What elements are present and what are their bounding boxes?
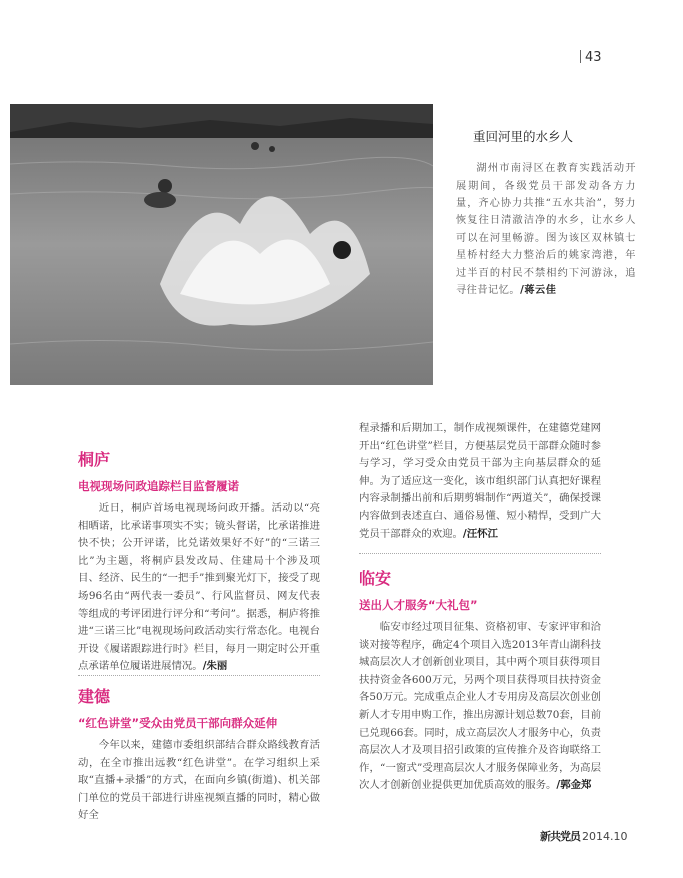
photo-illustration bbox=[10, 104, 433, 385]
caption-byline: /蒋云佳 bbox=[520, 285, 557, 297]
article-body-part2 bbox=[359, 420, 601, 543]
page-number bbox=[580, 50, 602, 65]
section-title: 建德 bbox=[78, 687, 111, 706]
caption-body: 湖州市南浔区在教育实践活动开展期间，各级党员干部发动各方力量，齐心协力共推“五水共治”，努力恢复往日清澈洁净的水乡，让水乡人可以在河里畅游。图为该区双林镇七星桥村经大力整治后的姚家湾港，年过半百的村民不禁相约下河游泳，追寻往昔记忆。 bbox=[456, 163, 636, 297]
section-title: 临安 bbox=[359, 569, 392, 588]
section-divider bbox=[78, 675, 320, 676]
article-body-part1: 今年以来，建德市委组织部结合群众路线教育活动，在全市推出远教“红色讲堂”。在学习组织上采取“直播+录播”的方式，在面向乡镇(街道)、机关部门单位的党员干部进行讲座视频直播的同时，精心做好全 bbox=[78, 739, 320, 822]
article-headline: 送出人才服务“大礼包” bbox=[359, 598, 478, 612]
article-body-text: 近日，桐庐首场电视现场问政开播。活动以“亮相晒诺，比承诺事项实不实；镜头督诺，比承诺推进快不快；公开评诺，比兑诺效果好不好”的“三诺三比”为主题，将桐庐县发改局、住建局十个涉及项目、经济、民生的“一把手”推到聚光灯下，接受了现场96名由“两代表一委员”、行风监督员、网友代表等组成的考评团进行评分和“考问”。据悉，桐庐将推进“三诺三比”电视现场问政活动实行常态化。电视台开设《履诺跟踪进行时》栏目，每月一期定时公开重点承诺单位履诺进展情况。 bbox=[78, 502, 320, 673]
article-jiande bbox=[78, 684, 320, 825]
issue-date: 2014.10 bbox=[582, 830, 628, 843]
river-swimming-photo bbox=[10, 104, 433, 385]
article-linan bbox=[359, 566, 601, 795]
article-tonglu bbox=[78, 447, 320, 676]
magazine-logo: 新共党员 bbox=[540, 830, 580, 843]
article-byline: /朱丽 bbox=[202, 660, 228, 673]
page-number-text: 43 bbox=[585, 50, 602, 65]
caption-title: 重回河里的水乡人 bbox=[473, 129, 574, 144]
article-jiande-continued bbox=[359, 420, 601, 543]
footer bbox=[540, 828, 628, 844]
article-body bbox=[359, 619, 601, 795]
article-byline: /汪怀江 bbox=[462, 527, 498, 540]
article-headline: “红色讲堂”受众由党员干部向群众延伸 bbox=[78, 716, 278, 730]
article-body-text: 临安市经过项目征集、资格初审、专家评审和洽谈对接等程序，确定4个项目入选2013年青山湖科技城高层次人才创新创业项目，其中两个项目获得项目扶持资金各600万元，另两个项目获得项目扶持资金各50万元。完成重点企业人才专用房及高层次创业创新人才专用申购工作，推出房源计划总数70套，目前已兑现66套。同时，成立高层次人才服务中心，负责高层次人才及项目招引政策的宣传推介及咨询联络工作，“一窗式”受理高层次人才服务保障业务，为高层次人才创新创业提供更加优质高效的服务。 bbox=[359, 621, 601, 792]
article-byline: /郭金郑 bbox=[556, 779, 592, 792]
section-title: 桐庐 bbox=[78, 450, 111, 469]
article-body-text: 程录播和后期加工，制作成视频课件，在建德党建网开出“红色讲堂”栏目，方便基层党员干部群众随时参与学习，学习受众由党员干部为主向基层群众的延伸。为了适应这一变化，该市组织部门认真把好课程内容录制播出前和后期剪辑制作“两道关”，确保授课内容做到表述直白、通俗易懂、短小精悍，受到广大党员干部群众的欢迎。 bbox=[359, 422, 601, 540]
article-body bbox=[78, 500, 320, 676]
caption-text bbox=[456, 160, 636, 299]
article-headline: 电视现场问政追踪栏目监督履诺 bbox=[78, 479, 239, 493]
section-divider bbox=[359, 553, 601, 554]
page-number-bar bbox=[580, 50, 581, 63]
